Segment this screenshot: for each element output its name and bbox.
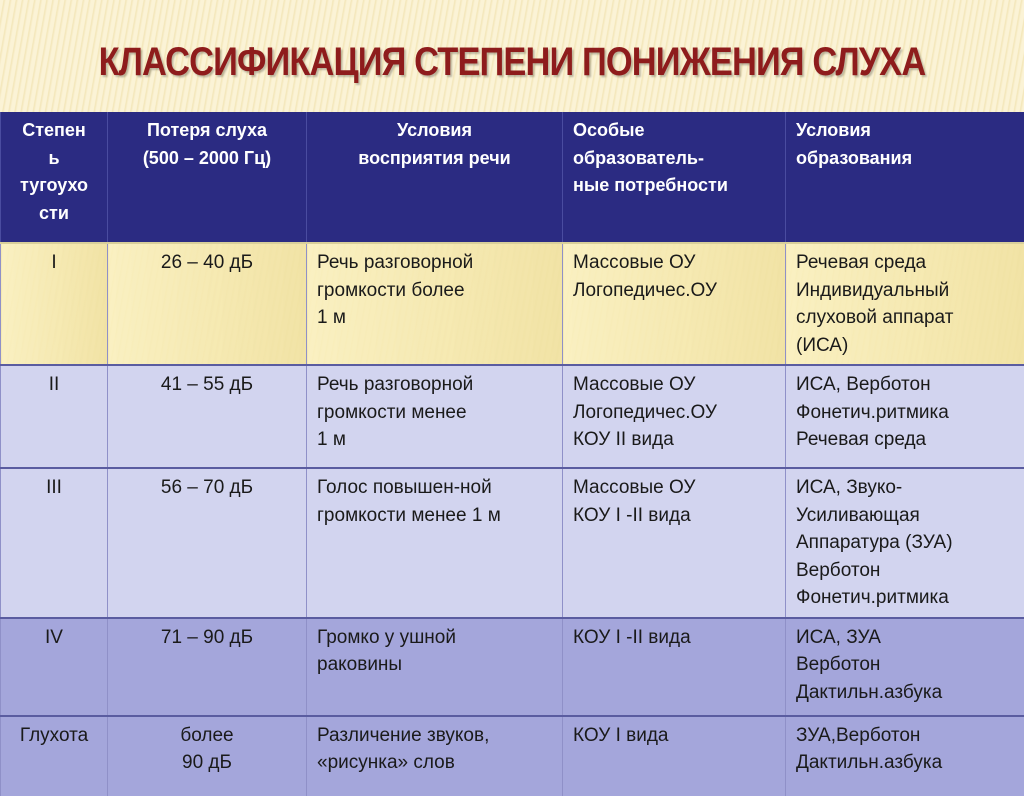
table-row [1,243,1024,365]
table-row [1,618,1024,716]
cell-hearing-loss: 56 – 70 дБ [108,468,307,618]
cell-speech-conditions: Различение звуков, «рисунка» слов [307,716,563,796]
table-row [1,468,1024,618]
cell-degree: III [1,468,108,618]
cell-degree: Глухота [1,716,108,796]
cell-degree: IV [1,618,108,716]
header-speech-conditions: Условия восприятия речи [307,112,563,243]
header-special-needs: Особые образователь- ные потребности [563,112,786,243]
cell-speech-conditions: Голос повышен-ной громкости менее 1 м [307,468,563,618]
header-degree: Степен ь тугоухо сти [1,112,108,243]
cell-special-needs: КОУ I -II вида [563,618,786,716]
cell-special-needs: Массовые ОУ Логопедичес.ОУ [563,243,786,365]
table-row [1,716,1024,796]
cell-education-conditions: ЗУА,Верботон Дактильн.азбука [786,716,1024,796]
cell-special-needs: Массовые ОУ Логопедичес.ОУ КОУ II вида [563,365,786,468]
cell-education-conditions: Речевая среда Индивидуальный слуховой аппарат (ИСА) [786,243,1024,365]
cell-hearing-loss: 41 – 55 дБ [108,365,307,468]
cell-special-needs: КОУ I вида [563,716,786,796]
cell-hearing-loss: более 90 дБ [108,716,307,796]
cell-special-needs: Массовые ОУ КОУ I -II вида [563,468,786,618]
hearing-loss-table [0,112,1024,796]
cell-education-conditions: ИСА, Верботон Фонетич.ритмика Речевая среда [786,365,1024,468]
table-header-row [1,112,1024,243]
header-hearing-loss: Потеря слуха (500 – 2000 Гц) [108,112,307,243]
cell-speech-conditions: Громко у ушной раковины [307,618,563,716]
cell-education-conditions: ИСА, ЗУА Верботон Дактильн.азбука [786,618,1024,716]
cell-degree: II [1,365,108,468]
cell-hearing-loss: 71 – 90 дБ [108,618,307,716]
slide-title: КЛАССИФИКАЦИЯ СТЕПЕНИ ПОНИЖЕНИЯ СЛУХА [72,40,953,85]
cell-speech-conditions: Речь разговорной громкости более 1 м [307,243,563,365]
header-education-conditions: Условия образования [786,112,1024,243]
cell-speech-conditions: Речь разговорной громкости менее 1 м [307,365,563,468]
cell-degree: I [1,243,108,365]
cell-hearing-loss: 26 – 40 дБ [108,243,307,365]
table-row [1,365,1024,468]
cell-education-conditions: ИСА, Звуко- Усиливающая Аппаратура (ЗУА) Верботон Фонетич.ритмика [786,468,1024,618]
